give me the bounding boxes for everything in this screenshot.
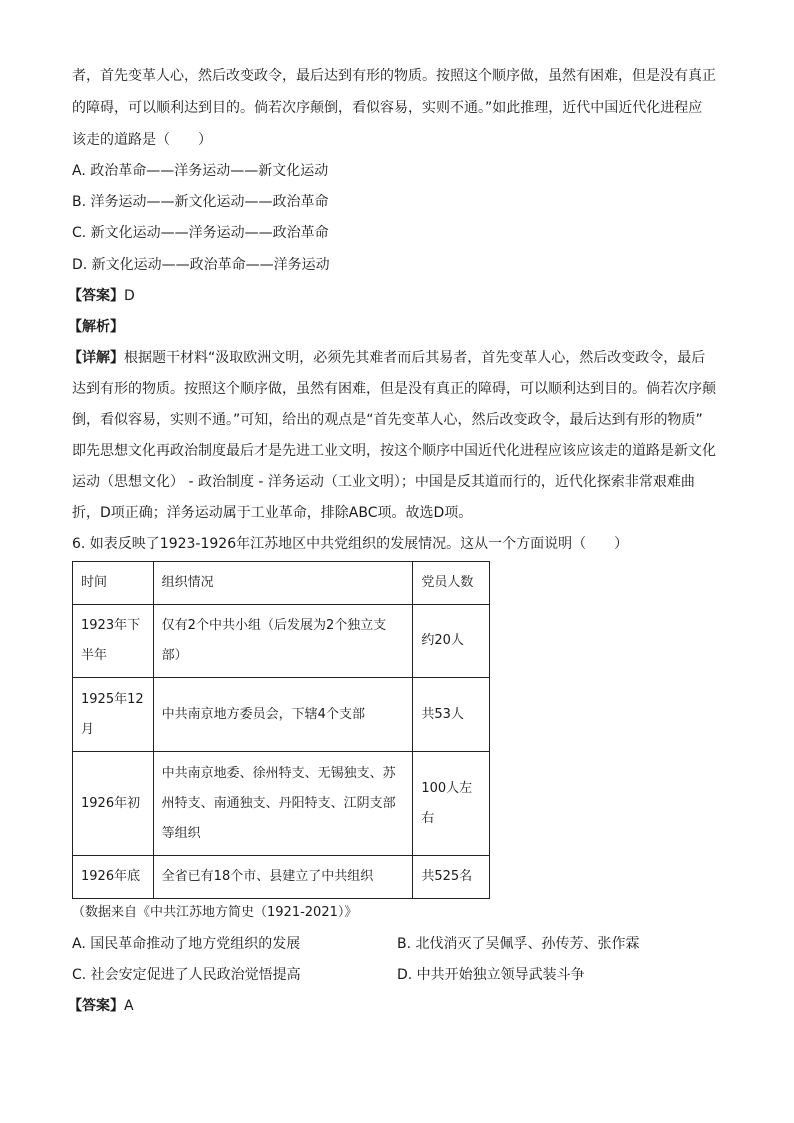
table-header-cell: 组织情况	[153, 562, 413, 605]
detail-text: 根据题干材料“汲取欧洲文明，必须先其难者而后其易者，首先变革人心，然后改变政令，最后	[124, 350, 706, 366]
analysis-label-text: 【解析】	[68, 319, 124, 335]
table-cell: 中共南京地方委员会，下辖4个支部	[153, 678, 413, 752]
question-text-line: 者，首先变革人心，然后改变政令，最后达到有形的物质。按照这个顺序做，虽然有困难，但是没有真正	[72, 68, 716, 84]
answer-label: 【答案】	[68, 288, 124, 304]
table-cell: 共525名	[413, 856, 490, 899]
analysis-label	[68, 317, 124, 337]
detail-line	[68, 348, 705, 368]
table-cell: 全省已有18个市、县建立了中共组织	[153, 856, 413, 899]
table-source: （数据来自《中共江苏地方简史（1921-2021）》	[72, 905, 358, 920]
table-row	[73, 605, 490, 678]
table-header-row	[73, 562, 490, 605]
table-cell: 仅有2个中共小组（后发展为2个独立支部）	[153, 605, 413, 678]
table-cell: 1926年初	[73, 752, 154, 856]
table-cell: 中共南京地委、徐州特支、无锡独支、苏州特支、南通独支、丹阳特支、江阴支部等组织	[153, 752, 413, 856]
table-cell: 100人左右	[413, 752, 490, 856]
answer-line	[68, 996, 134, 1016]
table-cell: 1925年12月	[73, 678, 154, 752]
option-b: B. 洋务运动——新文化运动——政治革命	[72, 194, 329, 210]
detail-line: 即先思想文化再政治制度最后才是先进工业文明，按这个顺序中国近代化进程应该应该走的道路是新文化	[72, 443, 716, 459]
answer-line	[68, 286, 135, 306]
detail-line: 达到有形的物质。按照这个顺序做，虽然有困难，但是没有真正的障碍，可以顺利达到目的。倘若次序颠	[72, 381, 716, 397]
detail-line: 倒，看似容易，实则不通。”可知，给出的观点是“首先变革人心，然后改变政令，最后达到有形的物质”	[72, 412, 703, 428]
table-header-cell: 时间	[73, 562, 154, 605]
question-text-line: 该走的道路是（ ）	[72, 132, 212, 148]
answer-label: 【答案】	[68, 998, 124, 1014]
table-row	[73, 752, 490, 856]
answer-value: D	[124, 288, 135, 304]
question-text-line: 的障碍，可以顺利达到目的。倘若次序颠倒，看似容易，实则不通。”如此推理，近代中国近代化进程应	[72, 100, 703, 116]
option-a: A. 国民革命推动了地方党组织的发展	[72, 936, 301, 952]
table-cell: 共53人	[413, 678, 490, 752]
table-cell: 1926年底	[73, 856, 154, 899]
option-a: A. 政治革命——洋务运动——新文化运动	[72, 163, 329, 179]
table-row	[73, 856, 490, 899]
table-header-cell: 党员人数	[413, 562, 490, 605]
option-d: D. 中共开始独立领导武装斗争	[397, 967, 585, 983]
table-row	[73, 678, 490, 752]
table-cell: 1923年下半年	[73, 605, 154, 678]
detail-line: 折，D项正确；洋务运动属于工业革命，排除ABC项。故选D项。	[72, 505, 473, 521]
option-c: C. 新文化运动——洋务运动——政治革命	[72, 225, 329, 241]
question-6-stem: 6. 如表反映了1923-1926年江苏地区中共党组织的发展情况。这从一个方面说明（ ）	[72, 536, 629, 552]
table-cell: 约20人	[413, 605, 490, 678]
organization-table	[72, 561, 490, 899]
option-d: D. 新文化运动——政治革命——洋务运动	[72, 257, 330, 273]
option-b: B. 北伐消灭了吴佩孚、孙传芳、张作霖	[397, 936, 640, 952]
detail-label: 【详解】	[68, 350, 124, 366]
option-c: C. 社会安定促进了人民政治觉悟提高	[72, 967, 301, 983]
detail-line: 运动（思想文化） - 政治制度 - 洋务运动（工业文明）；中国是反其道而行的，近代化探索非常艰难曲	[72, 474, 695, 490]
answer-value: A	[124, 998, 134, 1014]
